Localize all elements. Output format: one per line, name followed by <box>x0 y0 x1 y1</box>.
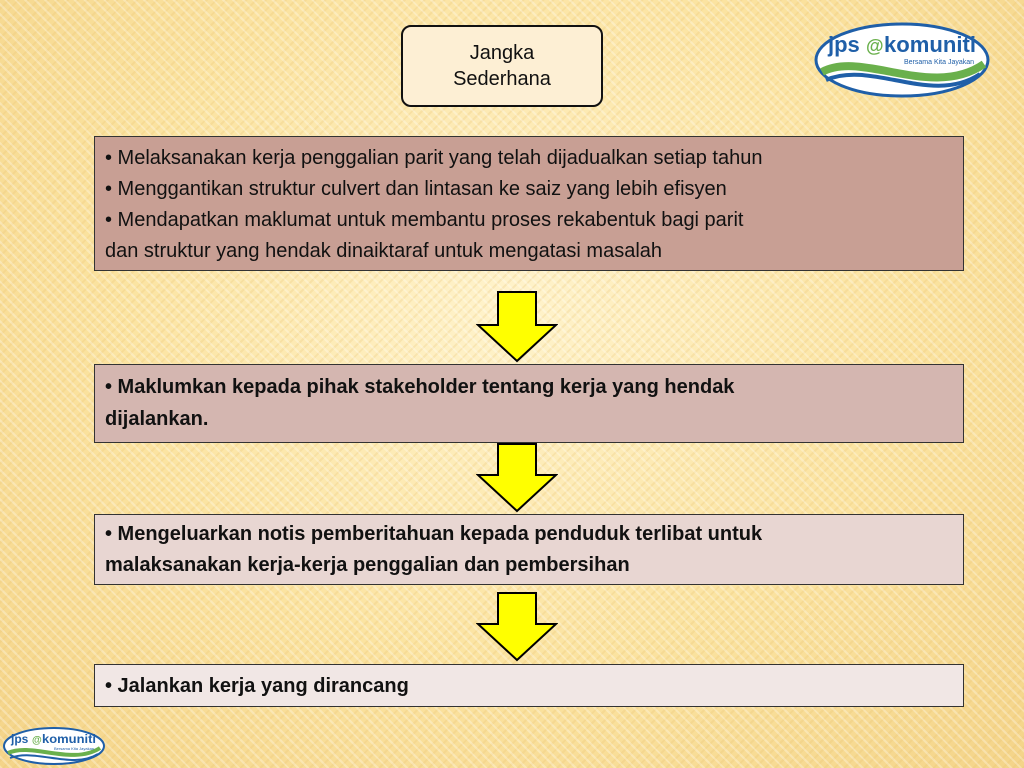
logo-tagline: Bersama Kita Jayakan <box>904 59 975 66</box>
down-arrow-2 <box>476 443 558 513</box>
step-1-line-1: • Melaksanakan kerja penggalian parit yang telah dijadualkan setiap tahun <box>105 147 763 169</box>
logo-at: @ <box>866 36 884 56</box>
title-box <box>401 25 603 107</box>
jps-komuniti-logo <box>812 20 992 98</box>
step-3-line-1: • Mengeluarkan notis pemberitahuan kepada penduduk terlibat untuk <box>105 523 763 545</box>
step-box-2 <box>94 364 964 443</box>
step-box-1 <box>94 136 964 271</box>
step-1-line-3: • Mendapatkan maklumat untuk membantu proses rekabentuk bagi parit <box>105 209 744 231</box>
logo-small-text-right: komuniti <box>42 732 96 746</box>
step-box-4 <box>94 664 964 707</box>
logo-small-at: @ <box>32 735 42 746</box>
logo-text-right: komuniti <box>884 32 976 57</box>
step-2-line-2: dijalankan. <box>105 408 209 430</box>
logo-text-left: jps <box>828 32 860 57</box>
logo-small-tagline: Bersama Kita Jayakan <box>54 746 95 751</box>
step-1-line-2: • Menggantikan struktur culvert dan lintasan ke saiz yang lebih efisyen <box>105 178 727 200</box>
down-arrow-1 <box>476 291 558 363</box>
title-line-2: Sederhana <box>453 68 551 90</box>
jps-komuniti-logo-small <box>2 726 106 766</box>
title-line-1: Jangka <box>469 42 535 64</box>
down-arrow-3 <box>476 592 558 662</box>
step-2-line-1: • Maklumkan kepada pihak stakeholder tentang kerja yang hendak <box>105 376 735 398</box>
logo-small-text-left: jps <box>11 732 29 746</box>
step-box-3 <box>94 514 964 585</box>
step-3-line-2: malaksanakan kerja-kerja penggalian dan pembersihan <box>105 554 630 576</box>
step-1-line-4: dan struktur yang hendak dinaiktaraf untuk mengatasi masalah <box>105 240 663 262</box>
step-4-line-1: • Jalankan kerja yang dirancang <box>105 675 409 697</box>
